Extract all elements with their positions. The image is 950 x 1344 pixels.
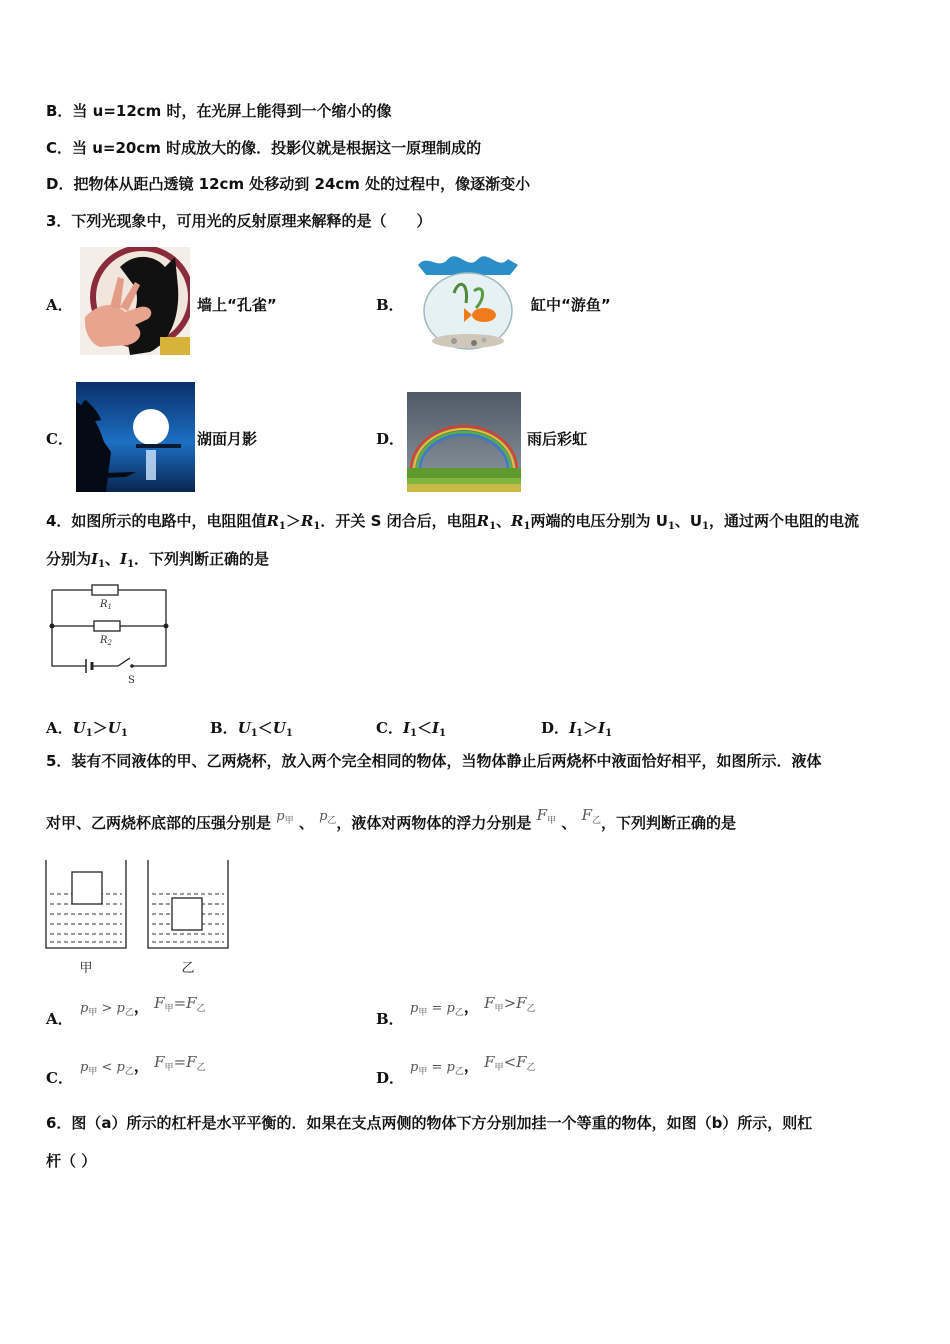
q3-option-c-letter: C．	[46, 430, 73, 448]
q4-answer-a: A．$U_1>U_1$	[46, 719, 128, 739]
q5-stem-line2: 对甲、乙两烧杯底部的压强分别是 $p_甲$ 、 $p_乙$，液体对两物体的浮力分别是 $F_甲$ 、 $F_乙$，下列判断正确的是	[46, 806, 737, 832]
q6-stem-line2: 杆（ ）	[46, 1152, 97, 1170]
q3-option-a-letter: A．	[46, 296, 73, 314]
lake-moon-reflection-image	[76, 382, 195, 492]
rainbow-image	[407, 392, 521, 492]
q5-answer-a: $p_甲 > p_乙$， $F_甲=F_乙$	[80, 994, 206, 1018]
q5-answer-d-letter: D．	[376, 1069, 405, 1087]
svg-text:S: S	[128, 675, 135, 686]
q2-option-c: C．当 u=20cm 时成放大的像．投影仪就是根据这一原理制成的	[46, 139, 482, 157]
q3-option-a-caption: 墙上“孔雀”	[197, 296, 277, 314]
q5-answer-a-letter: A．	[46, 1010, 73, 1028]
svg-text:甲: 甲	[79, 961, 93, 976]
hand-shadow-peacock-image	[80, 247, 190, 355]
q5-answer-c: $p_甲 < p_乙$， $F_甲=F_乙$	[80, 1053, 206, 1077]
q2-option-d: D．把物体从距凸透镜 12cm 处移动到 24cm 处的过程中，像逐渐变小	[46, 175, 531, 193]
q4-stem-line2: 分别为$I_1$、$I_1$．下列判断正确的是	[46, 550, 270, 570]
q5-answer-b-letter: B．	[376, 1010, 404, 1028]
svg-text:乙: 乙	[181, 961, 195, 976]
q3-option-b-caption: 缸中“游鱼”	[531, 296, 611, 314]
q3-option-b-letter: B．	[376, 296, 404, 314]
q5-stem-line1: 5．装有不同液体的甲、乙两烧杯，放入两个完全相同的物体，当物体静止后两烧杯中液面恰好相平，如图所示．液体	[46, 752, 822, 770]
svg-text:R2: $R_2$	[100, 635, 112, 647]
q4-answer-b: B．$U_1<U_1$	[210, 719, 293, 739]
q6-stem-line1: 6．图（a）所示的杠杆是水平平衡的．如果在支点两侧的物体下方分别加挂一个等重的物体，如图（b）所示，则杠	[46, 1114, 813, 1132]
q5-answer-c-letter: C．	[46, 1069, 73, 1087]
q3-option-c-caption: 湖面月影	[197, 430, 258, 448]
svg-text:R1: $R_1$	[100, 599, 112, 611]
q3-option-d-caption: 雨后彩虹	[527, 430, 588, 448]
q2-option-b: B．当 u=12cm 时，在光屏上能得到一个缩小的像	[46, 102, 392, 120]
q4-stem-line1: 4．如图所示的电路中，电阻阻值$R_1>R_1$．开关 S 闭合后，电阻$R_1$、$R_1$两端的电压分别为 $U_1$、$U_1$，通过两个电阻的电流	[46, 512, 860, 532]
q5-answer-b: $p_甲 = p_乙$， $F_甲>F_乙$	[410, 994, 536, 1018]
q4-answer-c: C．$I_1<I_1$	[376, 719, 446, 739]
fish-bowl-image	[414, 253, 522, 356]
q3-stem: 3．下列光现象中，可用光的反射原理来解释的是（ ）	[46, 212, 432, 230]
q3-option-d-letter: D．	[376, 430, 405, 448]
q4-answer-d: D．$I_1>I_1$	[541, 719, 613, 739]
two-beakers-diagram	[44, 858, 230, 978]
q5-answer-d: $p_甲 = p_乙$， $F_甲<F_乙$	[410, 1053, 536, 1077]
parallel-circuit-diagram	[44, 582, 174, 687]
